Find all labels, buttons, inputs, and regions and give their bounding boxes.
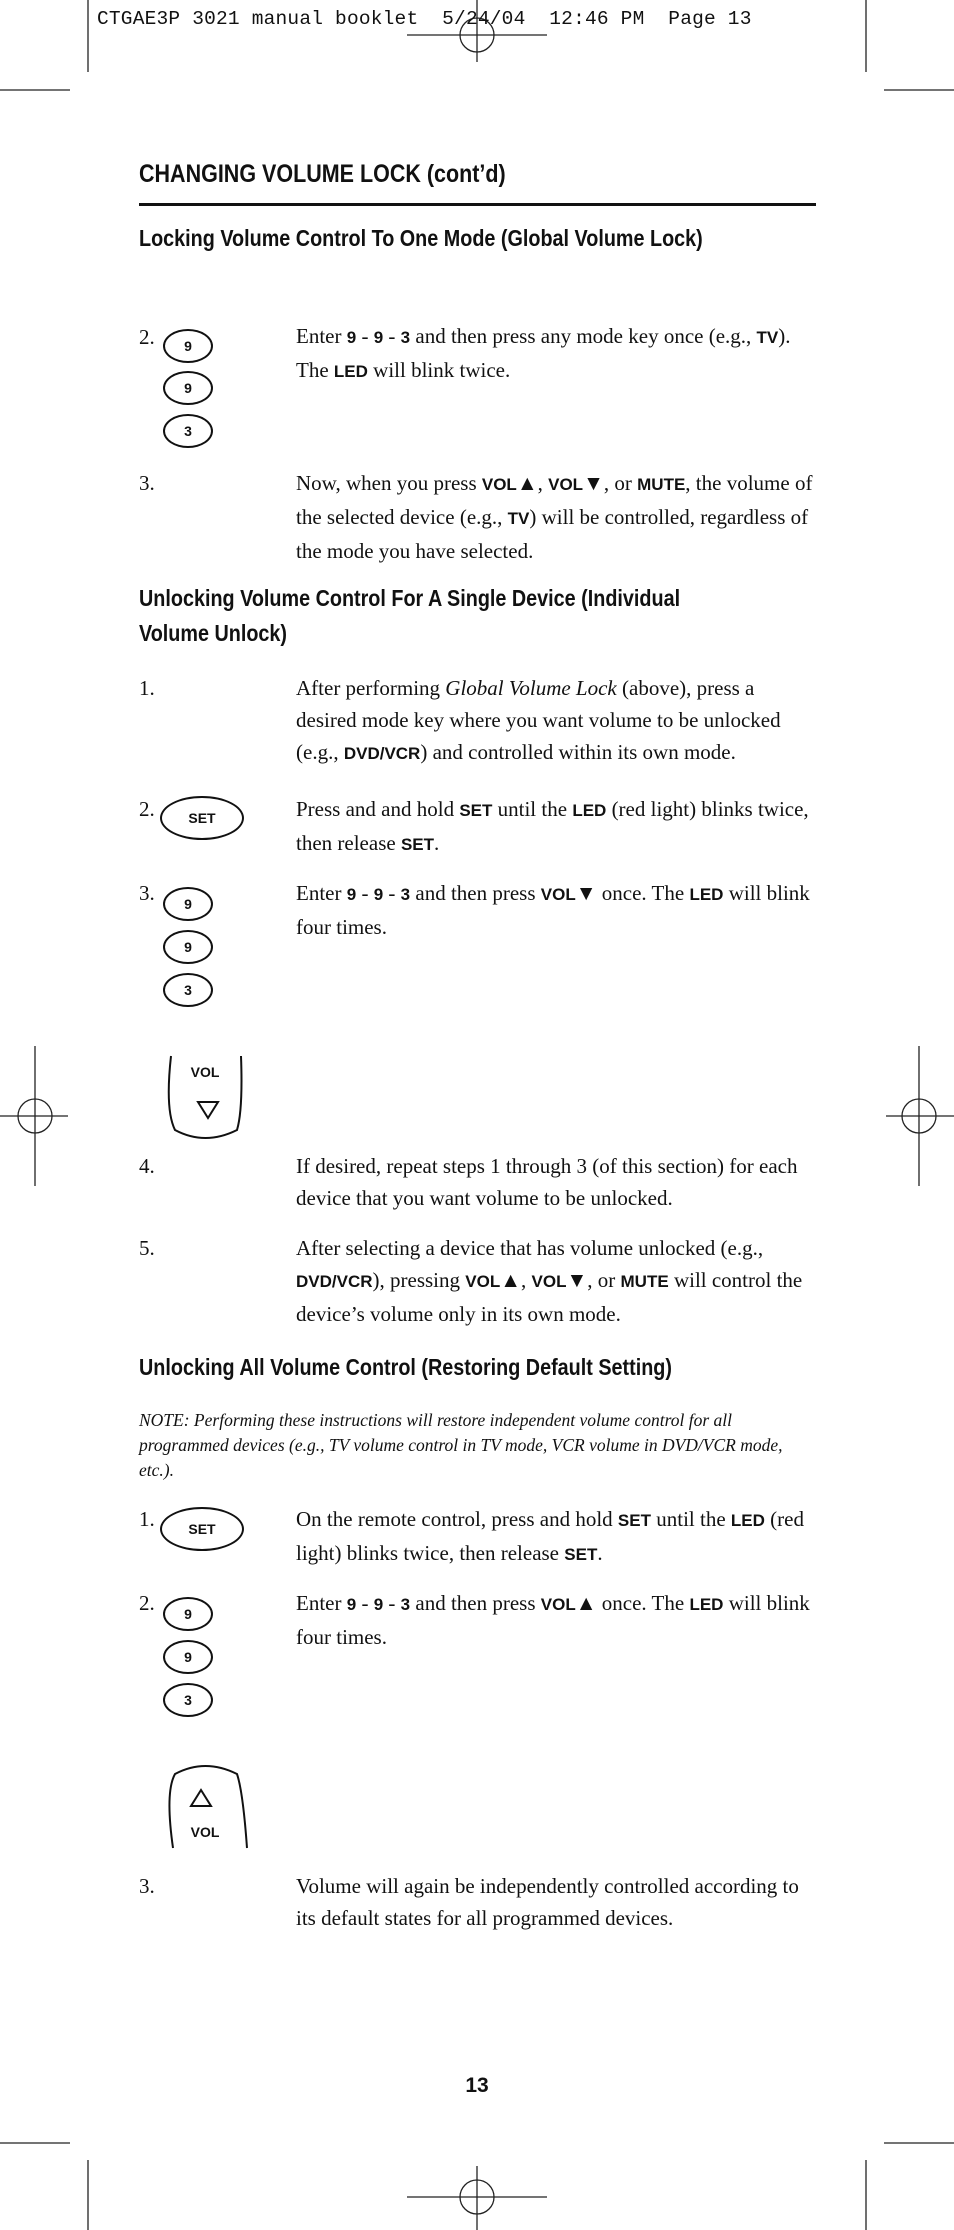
step-number: 1. — [139, 1507, 155, 1531]
step-number: 3. — [139, 471, 155, 495]
page-number: 13 — [465, 2074, 489, 2097]
step-text: After selecting a device that has volume unlocked (e.g., DVD/VCR), pressing VOL▲, VOL▼, or MUTE will control the device’s volume only in its own mode. — [296, 1236, 803, 1326]
step-text: Enter 9 - 9 - 3 and then press VOL▼ once. The LED will blink four times. — [296, 881, 810, 939]
step-text: If desired, repeat steps 1 through 3 (of this section) for each device that you want volume to be unlocked. — [296, 1154, 798, 1210]
step-number: 3. — [139, 881, 155, 905]
heading-all-unlock: Unlocking All Volume Control (Restoring Default Setting) — [139, 1354, 672, 1380]
step-number: 1. — [139, 676, 155, 700]
key-9-button: 9 — [163, 887, 213, 921]
section-title: CHANGING VOLUME LOCK (cont’d) — [139, 160, 506, 188]
step-text: Press and and hold SET until the LED (red light) blinks twice, then release SET. — [296, 797, 809, 855]
step-number: 3. — [139, 1874, 155, 1898]
step-text: Now, when you press VOL▲, VOL▼, or MUTE, the volume of the selected device (e.g., TV) will be controlled, regardless of the mode you have selected. — [296, 471, 813, 563]
key-3-button: 3 — [163, 1683, 213, 1717]
key-9-button: 9 — [163, 371, 213, 405]
vol-down-button — [163, 1050, 253, 1140]
key-3-button: 3 — [163, 973, 213, 1007]
key-3-button: 3 — [163, 414, 213, 448]
print-slug: CTGAE3P 3021 manual booklet 5/24/04 12:46 PM Page 13 — [97, 8, 752, 30]
heading-individual-unlock: Unlocking Volume Control For A Single Device (Individual Volume Unlock) — [139, 585, 681, 646]
set-button: SET — [160, 1507, 244, 1551]
step-text: Enter 9 - 9 - 3 and then press any mode key once (e.g., TV). The LED will blink twice. — [296, 324, 791, 382]
step-number: 2. — [139, 325, 155, 349]
vol-up-button — [163, 1762, 253, 1852]
step-text: After performing Global Volume Lock (above), press a desired mode key where you want volume to be unlocked (e.g., DVD/VCR) and controlled within its own mode. — [296, 676, 781, 764]
vol-label: VOL — [190, 1824, 220, 1840]
key-9-button: 9 — [163, 1640, 213, 1674]
step-number: 2. — [139, 1591, 155, 1615]
vol-label: VOL — [190, 1064, 220, 1080]
step-text: On the remote control, press and hold SET until the LED (red light) blinks twice, then release SET. — [296, 1507, 804, 1565]
step-number: 4. — [139, 1154, 155, 1178]
heading-global-lock: Locking Volume Control To One Mode (Global Volume Lock) — [139, 225, 703, 251]
set-button: SET — [160, 796, 244, 840]
step-number: 5. — [139, 1236, 155, 1260]
key-9-button: 9 — [163, 1597, 213, 1631]
step-number: 2. — [139, 797, 155, 821]
step-text: Enter 9 - 9 - 3 and then press VOL▲ once. The LED will blink four times. — [296, 1591, 810, 1649]
title-rule — [139, 203, 816, 206]
note-text: NOTE: Performing these instructions will restore independent volume control for all programmed devices (e.g., TV volume control in TV mode, VCR volume in DVD/VCR mode, etc.). — [139, 1410, 783, 1480]
step-text: Volume will again be independently controlled according to its default states for all programmed devices. — [296, 1874, 799, 1930]
key-9-button: 9 — [163, 930, 213, 964]
key-9-button: 9 — [163, 329, 213, 363]
